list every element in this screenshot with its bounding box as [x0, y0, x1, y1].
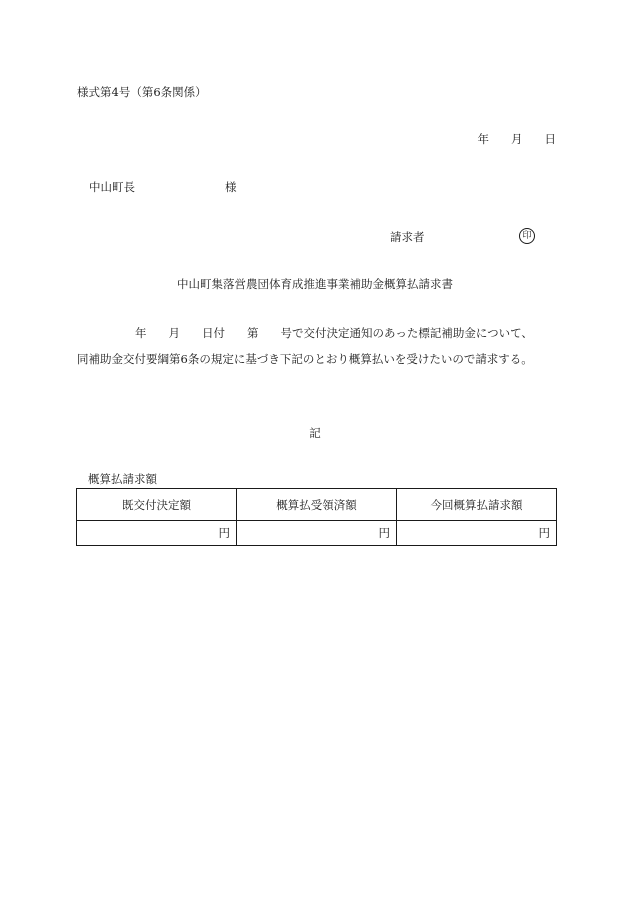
ki-heading: 記	[309, 426, 321, 440]
body-day: 日付	[202, 326, 225, 340]
header-prior-decision-amount: 既交付決定額	[77, 489, 237, 521]
body-line1-rest: 号で交付決定通知のあった標記補助金について、	[280, 326, 533, 340]
body-year: 年	[135, 326, 147, 340]
body-line-1	[77, 326, 533, 340]
addressee-name: 中山町長	[89, 180, 135, 194]
document-title: 中山町集落営農団体育成推進事業補助金概算払請求書	[177, 277, 453, 291]
table-caption: 概算払請求額	[88, 472, 157, 486]
form-number: 様式第4号（第6条関係）	[77, 85, 207, 99]
table-row	[77, 521, 557, 546]
seal-icon: 印	[519, 228, 535, 244]
table-header-row	[77, 489, 557, 521]
body-dai: 第	[247, 326, 259, 340]
value-current-request-amount: 円	[397, 521, 557, 546]
value-prior-decision-amount: 円	[77, 521, 237, 546]
addressee-honorific: 様	[225, 180, 237, 194]
date-line	[478, 132, 557, 146]
header-received-amount: 概算払受領済額	[237, 489, 397, 521]
body-line-2: 同補助金交付要綱第6条の規定に基づき下記のとおり概算払いを受けたいので請求する。	[77, 352, 533, 366]
date-year: 年	[477, 132, 489, 146]
date-day: 日	[544, 132, 556, 146]
header-current-request-amount: 今回概算払請求額	[397, 489, 557, 521]
requester-line	[390, 230, 425, 244]
addressee-line	[89, 180, 237, 194]
amounts-table	[76, 488, 557, 546]
body-month: 月	[168, 326, 180, 340]
requester-label: 請求者	[390, 230, 425, 244]
value-received-amount: 円	[237, 521, 397, 546]
date-month: 月	[511, 132, 523, 146]
